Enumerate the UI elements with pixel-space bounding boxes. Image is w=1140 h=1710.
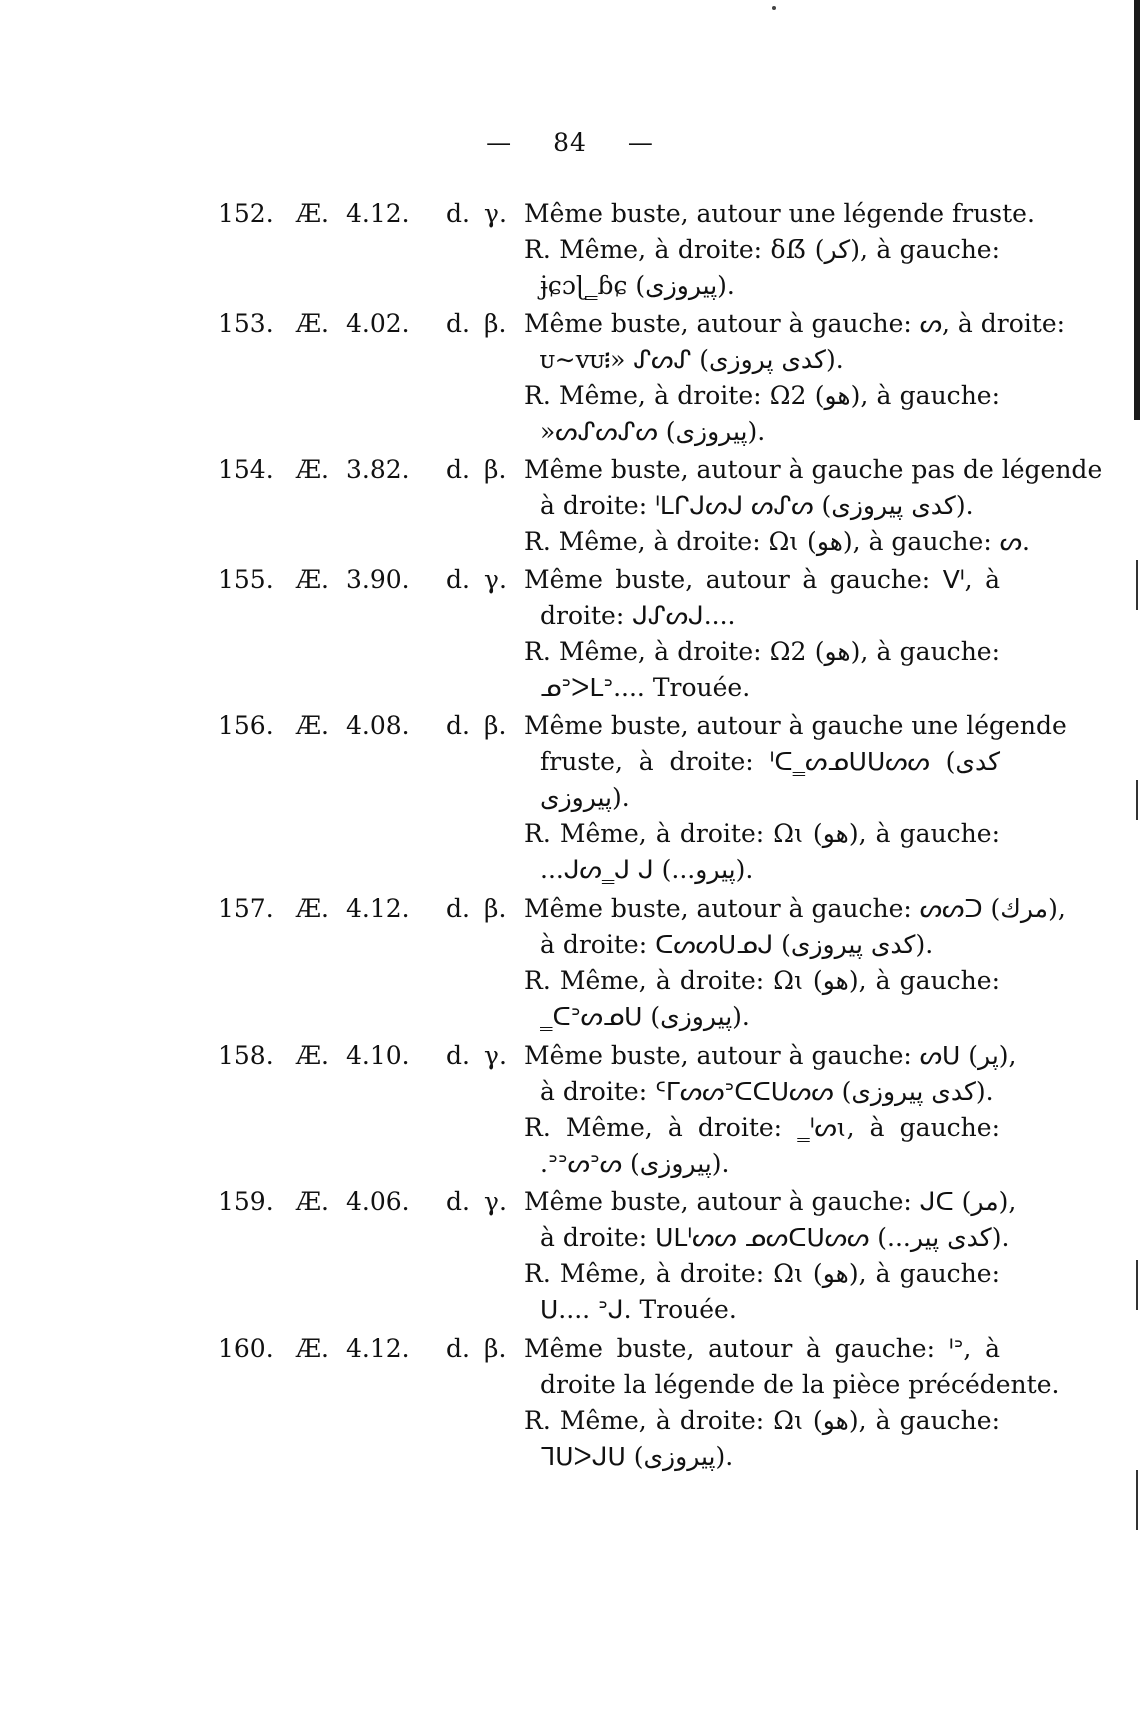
entry-grade: γ. [484,199,507,228]
entry-text-line: Même buste, autour à gauche: ᐯᑊ, à [524,565,1000,594]
entry-description [524,1331,1060,1475]
page-number-dash-right: — [627,128,654,157]
entry-text-line: à droite: ᑌᒪᑊᔕᔕ ᓄᔕᑕᑌᔕᔕ (...كدى پير). [540,1223,1010,1253]
entry-text-line: ᒣᑌᐳᒍᑌ (پيروزى). [540,1441,734,1471]
entry-metal: Æ. [296,1187,329,1217]
entry-weight: 4.12. [346,894,410,924]
entry-reverse-line: R. Même, à droite: ‗ᑊᔕɩ, à gauche: [524,1112,1000,1142]
page-edge-mark [1136,1260,1138,1310]
entry-weight: 4.12. [346,1333,410,1363]
entry-text-line: Même buste, autour à gauche: ᒍᑕ (مر), [524,1187,1017,1217]
entry-reverse-line: R. Même, à droite: Ωɩ (هو), à gauche: [524,819,1000,849]
entry-text-line: .ᐣᐣᔕᐣᔕ (پيروزى). [540,1148,730,1178]
entry-number: 154. [218,455,274,485]
entry-text-line: ᴜ∼ᴠᴜ᎒» ᔑᔕᔑ (كدى پروزى). [540,344,844,374]
entry-direction: d. [446,1333,470,1363]
entry-text-line: Même buste, autour à gauche: ᔕ, à droite: [524,308,1066,338]
entry-grade: β. [484,894,507,924]
catalog-entry [0,1038,1140,1184]
entry-reverse-line: R. Même, à droite: Ωɩ (هو), à gauche: [524,1405,1000,1435]
entry-grade: γ. [484,565,507,594]
entry-number: 155. [218,565,274,594]
entry-number: 156. [218,711,274,741]
entry-description [524,1184,1017,1328]
entry-number: 158. [218,1040,274,1070]
entry-grade: γ. [484,1187,507,1217]
entry-direction: d. [446,894,470,924]
entry-weight: 4.02. [346,308,410,338]
entry-reverse-line: R. Même, à droite: Ωɩ (هو), à gauche: [524,1259,1000,1289]
entry-direction: d. [446,199,470,228]
entry-text-line: Même buste, autour à gauche: ᔕᔕᑐ (مرك), [524,894,1066,924]
entry-description [524,196,1035,304]
page-edge-shadow [1134,0,1140,420]
page-edge-mark [1136,560,1138,610]
entry-grade: β. [484,308,507,338]
entry-description [524,562,1000,706]
entry-metal: Æ. [296,1333,329,1363]
page-edge-mark [1136,1470,1138,1530]
entry-reverse-line: R. Même, à droite: Ω2 (هو), à gauche: [524,637,1001,666]
catalog-entry [0,452,1140,562]
page-number-dash-left: — [486,128,513,157]
entry-direction: d. [446,711,470,741]
entry-reverse-line: R. Même, à droite: Ωɩ (هو), à gauche: [524,966,1000,996]
entry-text-line: Même buste, autour une légende fruste. [524,199,1035,228]
entry-number: 153. [218,308,274,338]
page-edge-mark [1136,780,1138,820]
catalog-entry [0,562,1140,708]
catalog-entry [0,891,1140,1037]
entry-text-line: ɉɕɔɭ‗ɓɕ (پيروزى). [540,271,735,300]
entry-text-line: fruste, à droite: ᑊᑕ‗ᔕᓄᑌᑌᔕᔕ (كدى [540,747,1000,777]
entry-weight: 4.06. [346,1187,410,1217]
entry-reverse-line: R. Même, à droite: Ωɩ (هو), à gauche: ᔕ. [524,527,1030,557]
entry-direction: d. [446,308,470,338]
page-number-value: 84 [553,128,587,157]
entry-reverse-line: R. Même, à droite: Ω2 (هو), à gauche: [524,380,1001,410]
entry-weight: 4.10. [346,1040,410,1070]
page-number [0,128,1140,157]
catalog-entry [0,1331,1140,1477]
entry-text-line: droite la légende de la pièce précédente. [540,1369,1060,1399]
entry-description [524,1038,1017,1182]
entry-description [524,452,1103,560]
entry-description [524,891,1066,1035]
entry-number: 159. [218,1187,274,1217]
entry-direction: d. [446,565,470,594]
entry-description [524,306,1066,450]
entry-text-line: ...ᒍᔕ‗ᒍ ᒍ (...پيرو). [540,855,754,885]
entry-metal: Æ. [296,199,329,228]
entry-number: 160. [218,1333,274,1363]
entry-direction: d. [446,1187,470,1217]
entry-text-line: à droite: ᑊᒪᒋᒍᔕᒍ ᔕᔑᔕ (كدى پيروزى). [540,491,974,521]
entry-number: 157. [218,894,274,924]
catalog-entry [0,1184,1140,1330]
catalog-entry [0,196,1140,306]
entry-text-line: Même buste, autour à gauche: ᔕᑌ (پر), [524,1040,1017,1070]
entry-text-line: ‗ᑕᐣᔕᓄᑌ (پيروزى). [540,1002,750,1032]
entry-reverse-line: R. Même, à droite: ẟẞ (كر), à gauche: [524,235,1001,264]
entry-weight: 3.90. [346,565,410,594]
entry-metal: Æ. [296,711,329,741]
entry-weight: 4.08. [346,711,410,741]
entry-metal: Æ. [296,565,329,594]
entry-description [524,708,1067,888]
entry-text-line: »ᔕᔑᔕᔑᔕ (پيروزى). [540,416,766,446]
paper-speck [772,6,776,10]
entry-text-line: à droite: ᑦᒥᔕᔕᐣᑕᑕᑌᔕᔕ (كدى پيروزى). [540,1076,994,1106]
entry-text-line: à droite: ᑕᔕᔕᑌᓄᒍ (كدى پيروزى). [540,930,934,960]
entry-metal: Æ. [296,894,329,924]
entry-grade: β. [484,711,507,741]
entry-text-line: پيروزى). [540,783,630,813]
catalog-entry [0,306,1140,452]
entry-metal: Æ. [296,455,329,485]
catalog-entry [0,708,1140,891]
entry-grade: β. [484,455,507,485]
entry-metal: Æ. [296,308,329,338]
entry-text-line: Même buste, autour à gauche une légende [524,711,1067,741]
entry-weight: 4.12. [346,199,410,228]
entry-text-line: ᑌ.... ᐣᒍ. Trouée. [540,1295,737,1325]
entry-text-line: Même buste, autour à gauche: ᑊᐣ, à [524,1333,1000,1363]
entry-weight: 3.82. [346,455,410,485]
entry-metal: Æ. [296,1040,329,1070]
entry-text-line: droite: ᒍᔑᔕᒍ.... [540,601,736,630]
entry-direction: d. [446,455,470,485]
entry-text-line: Même buste, autour à gauche pas de légende [524,455,1103,485]
entry-direction: d. [446,1040,470,1070]
entry-text-line: ᓄᐣᐳᒪᐣ.... Trouée. [540,673,751,702]
entry-grade: γ. [484,1040,507,1070]
entry-number: 152. [218,199,274,228]
entry-grade: β. [484,1333,507,1363]
